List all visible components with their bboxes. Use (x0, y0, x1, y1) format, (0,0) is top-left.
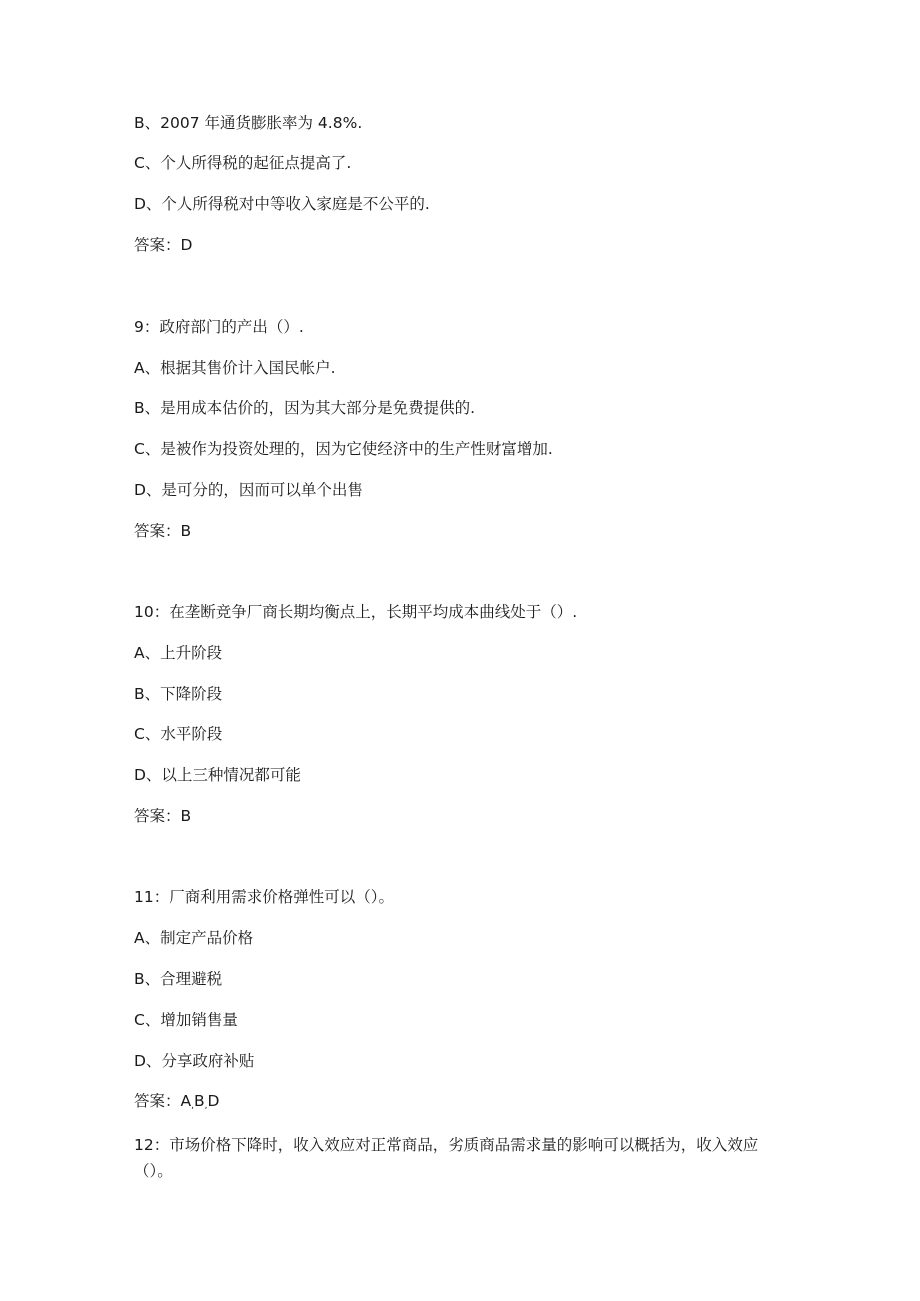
option-a: A、制定产品价格 (134, 929, 254, 947)
answer: 答案：B (134, 807, 192, 825)
option-c: C、水平阶段 (134, 725, 223, 743)
answer-choice: A (180, 1092, 192, 1110)
option-c: C、个人所得税的起征点提高了. (134, 154, 352, 172)
answer (134, 1090, 219, 1117)
answer: 答案：D (134, 236, 193, 254)
option-d: D、以上三种情况都可能 (134, 766, 301, 784)
option-c: C、增加销售量 (134, 1011, 238, 1029)
answer-separator: , (204, 1101, 208, 1111)
question-stem: 9：政府部门的产出（）. (134, 318, 304, 336)
option-b: B、合理避税 (134, 970, 223, 988)
question-stem: 12：市场价格下降时，收入效应对正常商品，劣质商品需求量的影响可以概括为，收入效应（）。 (134, 1136, 759, 1180)
answer: 答案：B (134, 522, 192, 540)
option-b: B、2007 年通货膨胀率为 4.8%. (134, 114, 363, 132)
answer-prefix: 答案： (134, 1092, 181, 1110)
answer-separator: , (191, 1101, 194, 1111)
option-a: A、根据其售价计入国民帐户. (134, 359, 336, 377)
question-stem: 10：在垄断竞争厂商长期均衡点上，长期平均成本曲线处于（）. (134, 603, 578, 621)
question-stem: 11：厂商利用需求价格弹性可以（）。 (134, 888, 394, 906)
option-a: A、上升阶段 (134, 644, 223, 662)
option-d: D、个人所得税对中等收入家庭是不公平的. (134, 195, 430, 213)
option-d: D、是可分的，因而可以单个出售 (134, 481, 363, 499)
answer-choice: B (194, 1092, 205, 1110)
answer-choice: D (207, 1092, 220, 1110)
option-b: B、下降阶段 (134, 685, 223, 703)
option-c: C、是被作为投资处理的，因为它使经济中的生产性财富增加. (134, 440, 553, 458)
option-b: B、是用成本估价的，因为其大部分是免费提供的. (134, 399, 476, 417)
option-d: D、分享政府补贴 (134, 1052, 255, 1070)
